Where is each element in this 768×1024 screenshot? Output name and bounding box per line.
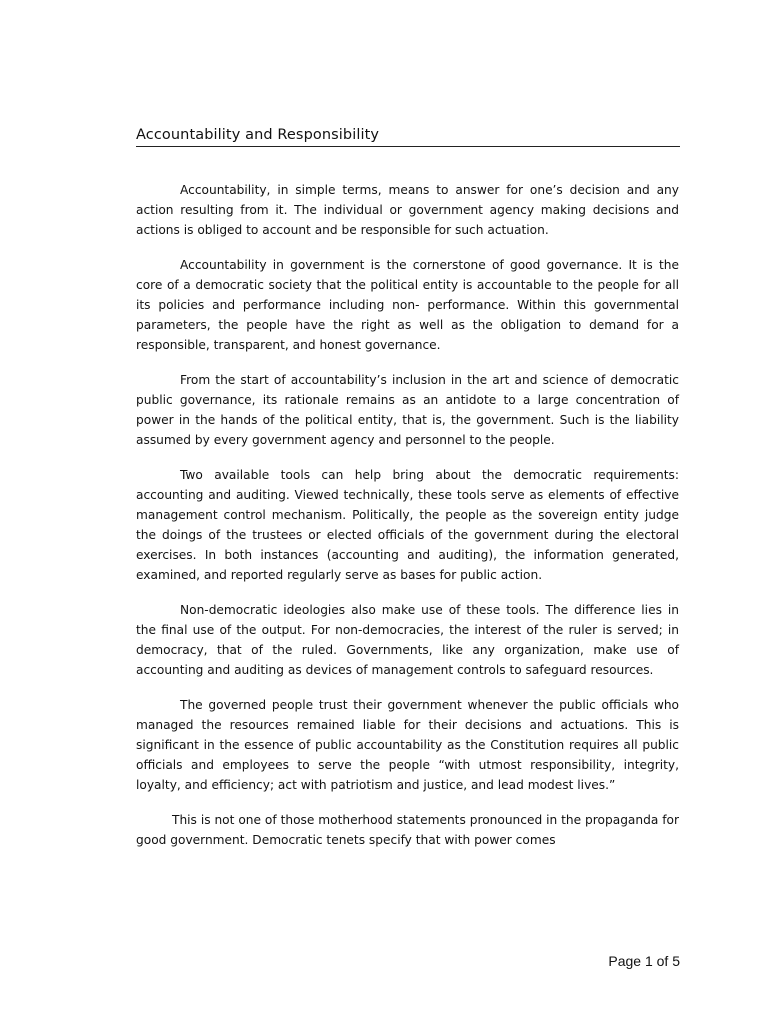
paragraph-2: Accountability in government is the cornerstone of good governance. It is the core of a democratic society that the political entity is accountable to the people for all its policies and performance including non- performance. Within this governmental parameters, the people have the right as well as the obligation to demand for a responsible, transparent, and honest governance. [136, 258, 679, 352]
paragraph-3: From the start of accountability’s inclusion in the art and science of democratic public governance, its rationale remains as an antidote to a large concentration of power in the hands of the political entity, that is, the government. Such is the liability assumed by every government agency and personnel to the people. [136, 373, 679, 447]
paragraph-6: The governed people trust their government whenever the public officials who managed the resources remained liable for their decisions and actuations. This is significant in the essence of public accountability as the Constitution requires all public officials and employees to serve the people “with utmost responsibility, integrity, loyalty, and efficiency; act with patriotism and justice, and lead modest lives.” [136, 698, 679, 792]
paragraph-5: Non-democratic ideologies also make use of these tools. The difference lies in the final use of the output. For non-democracies, the interest of the ruler is served; in democracy, that of the ruled. Governments, like any organization, make use of accounting and auditing as devices of management controls to safeguard resources. [136, 603, 679, 677]
document-title: Accountability and Responsibility [136, 125, 680, 147]
paragraph-1: Accountability, in simple terms, means to answer for one’s decision and any action resulting from it. The individual or government agency making decisions and actions is obliged to account and be responsible for such actuation. [136, 183, 679, 237]
page-number: Page 1 of 5 [608, 953, 680, 969]
paragraph-4: Two available tools can help bring about the democratic requirements: accounting and auditing. Viewed technically, these tools serve as elements of effective management control mechanism. Politically, the people as the sovereign entity judge the doings of the trustees or elected officials of the government during the electoral exercises. In both instances (accounting and auditing), the information generated, examined, and reported regularly serve as bases for public action. [136, 468, 679, 582]
paragraph-7: This is not one of those motherhood statements pronounced in the propaganda for good government. Democratic tenets specify that with power comes [136, 813, 679, 847]
document-body [136, 180, 679, 865]
